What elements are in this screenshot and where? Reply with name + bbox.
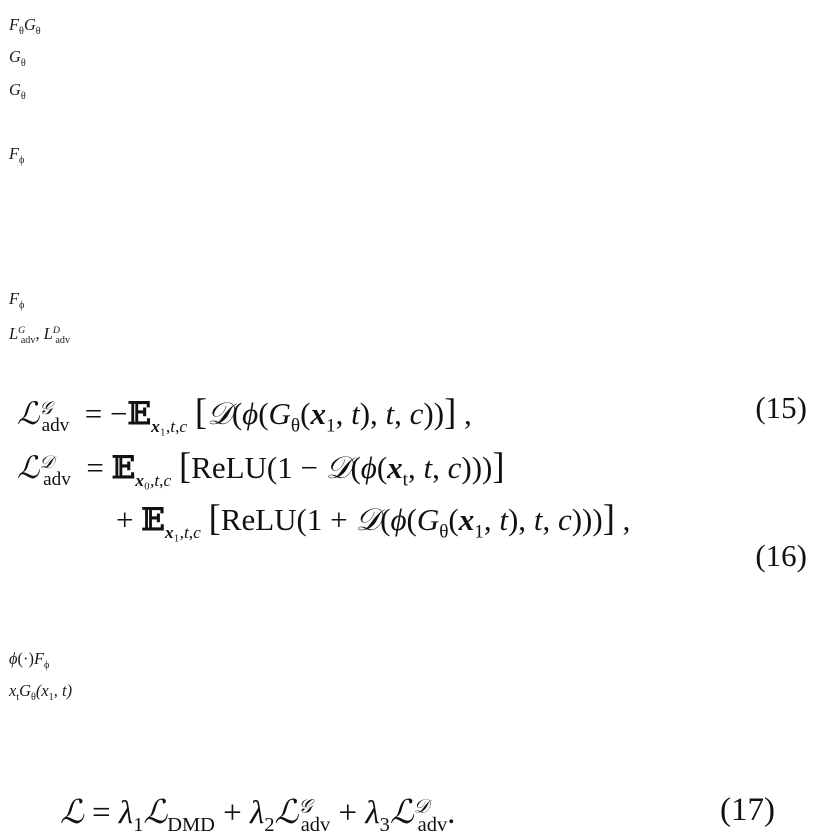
text-line: $G_\theta$: [9, 47, 26, 70]
text-line: $F_\phi$: [9, 289, 25, 312]
equation-16-line-2: + 𝔼$_{x_1,t,c}$ [ReLU(1 + $𝒟(\phi(G_\theta(x_1$, t), t, c)))] ,: [116, 497, 631, 543]
equation-16-line-1: ℒ$^𝒟_{adv}$ = 𝔼$_{x_0,t,c}$ [ReLU(1 − $𝒟(\phi(x_t$, t, c)))]: [17, 445, 505, 491]
text-line: [9, 106, 821, 138]
text-line: $L^G_{adv}$, $L^D_{adv}$: [9, 324, 71, 347]
math-f-theta: $F_\theta$: [9, 15, 24, 37]
paragraph-adversarial: [9, 251, 821, 348]
equation-15: ℒ$^𝒢_{adv}$ = −𝔼$_{x_1,t,c}$ [$𝒟(\phi(G_\theta(x_1$, t), t, c))] ,: [17, 391, 472, 437]
text-line: [9, 203, 821, 235]
equation-number: (15): [755, 390, 807, 425]
text-line: $\phi(\cdot)F_\phi$: [9, 649, 50, 671]
text-line: $F_\phi$: [9, 144, 25, 167]
equation-15-16: [0, 380, 829, 580]
equation-number: (16): [755, 538, 807, 573]
text-line: $F_\theta G_\theta$: [9, 15, 41, 37]
text-line: [9, 709, 821, 741]
text-line: [9, 251, 821, 283]
text-line: $x_tG_\theta(x_1$, t): [9, 681, 73, 704]
text-line: [9, 170, 821, 202]
paragraph-phi: [9, 643, 821, 708]
paragraph-dmd: [9, 9, 821, 235]
paragraph-total: [9, 709, 821, 741]
equation-17: [0, 790, 829, 839]
text-line: $G_\theta$: [9, 79, 26, 102]
equation-17-body: ℒ = $\lambda_1ℒ_{DMD}$ + $\lambda_2ℒ^𝒢_{adv}$ + $\lambda_3ℒ^𝒟_{adv}$.: [60, 792, 456, 836]
equation-number: (17): [720, 792, 775, 828]
